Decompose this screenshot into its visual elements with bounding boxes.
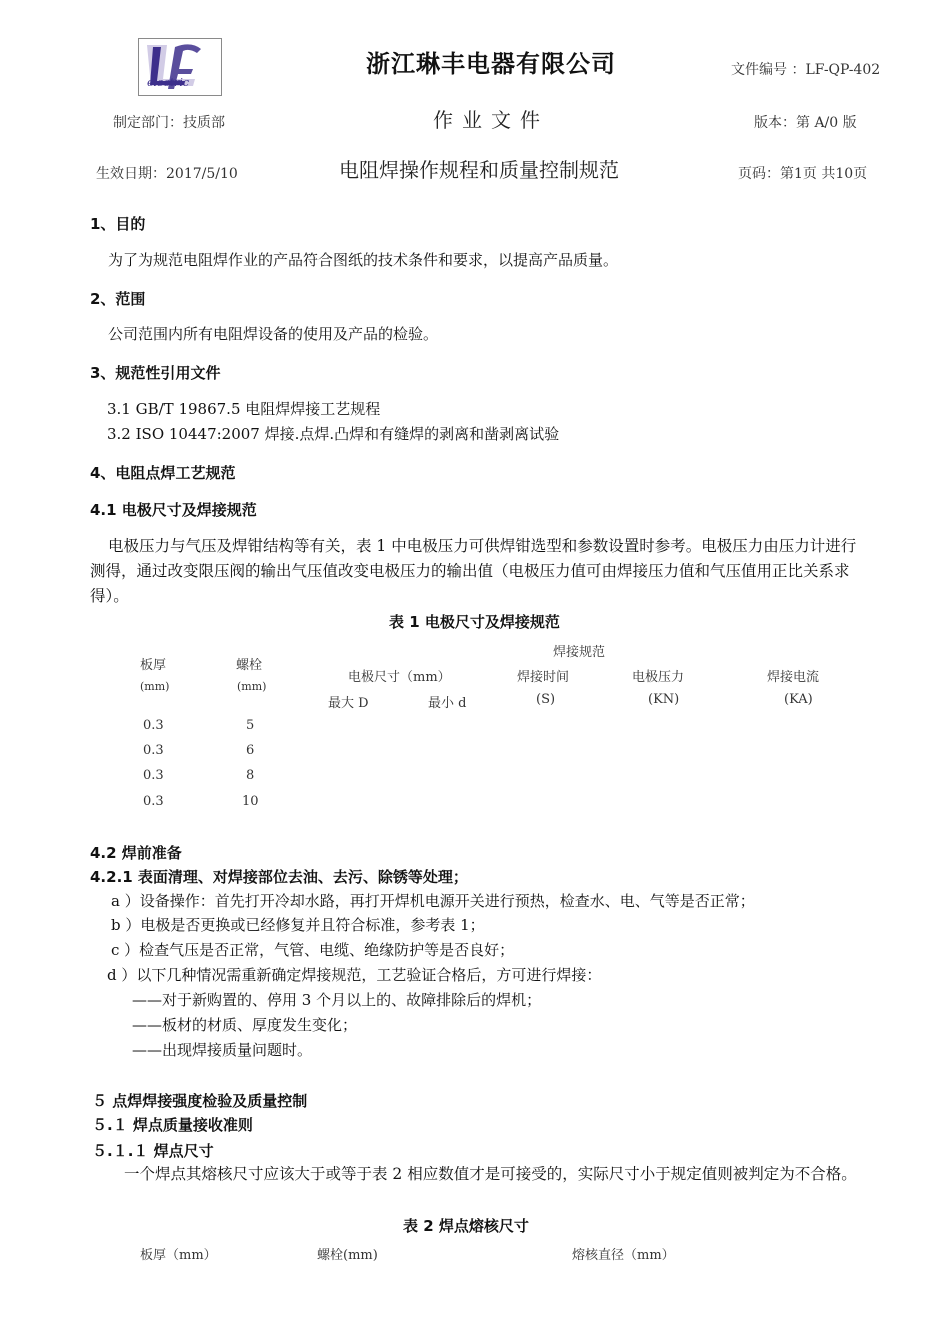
- table-2-caption: 表 2 焊点熔核尺寸: [403, 1217, 529, 1235]
- section-3-heading: 3、规范性引用文件: [90, 364, 221, 382]
- section-1-text: 为了为规范电阻焊作业的产品符合图纸的技术条件和要求，以提高产品质量。: [108, 251, 619, 269]
- table-1-header-thickness: 板厚: [140, 658, 167, 673]
- section-4-heading: 4、电阻点焊工艺规范: [90, 464, 236, 482]
- item-d-sub-3: ——出现焊接质量问题时。: [132, 1041, 313, 1059]
- document-number: 文件编号 ：LF-QP-402: [731, 62, 881, 78]
- section-2-text: 公司范围内所有电阻焊设备的使用及产品的检验。: [108, 325, 439, 343]
- item-d: d ）以下几种情况需重新确定焊接规范，工艺验证合格后，方可进行焊接：: [107, 966, 602, 984]
- table-1-header-force: 电极压力: [632, 670, 685, 685]
- section-2-heading: 2、范围: [90, 290, 146, 308]
- document-type: 作业文件: [433, 108, 549, 132]
- table-1-caption: 表 1 电极尺寸及焊接规范: [389, 613, 560, 631]
- section-4-2-heading: 4.2 焊前准备: [90, 844, 182, 862]
- table-1-header-dmax: 最大 D: [328, 696, 369, 711]
- table-1-header-force-unit: (KN): [648, 692, 680, 707]
- section-5-1-heading: ５.１ 焊点质量接收准则: [92, 1116, 253, 1134]
- table-1-header-bolt: 螺栓: [236, 658, 263, 673]
- table-1-header-current-unit: (KA): [784, 692, 813, 707]
- table-1-header-current: 焊接电流: [767, 670, 820, 685]
- table-1-header-dmin: 最小 d: [428, 696, 467, 711]
- logo-subtext: electric: [147, 76, 190, 89]
- table-2-header-bolt: 螺栓(mm): [317, 1248, 378, 1263]
- section-5-1-1-paragraph: 一个焊点其熔核尺寸应该大于或等于表 2 相应数值才是可接受的，实际尺寸小于规定值则被判定为不合格。: [124, 1165, 857, 1183]
- company-name: 浙江琳丰电器有限公司: [366, 50, 616, 78]
- table-1-header-time: 焊接时间: [517, 670, 570, 685]
- table-2-header-nugget-diameter: 熔核直径（mm）: [572, 1248, 675, 1263]
- section-5-heading: ５ 点焊焊接强度检验及质量控制: [92, 1092, 308, 1110]
- table-1-cell-bolt: 5: [246, 718, 255, 733]
- table-1-header-bolt-unit: (mm): [237, 680, 267, 693]
- section-4-1-heading: 4.1 电极尺寸及焊接规范: [90, 501, 257, 519]
- item-a: a ）设备操作：首先打开冷却水路，再打开焊机电源开关进行预热，检查水、电、气等是否正常；: [111, 892, 755, 910]
- table-1-cell-bolt: 8: [246, 768, 255, 783]
- section-4-1-paragraph: 电极压力与气压及焊钳结构等有关，表 1 中电极压力可供焊钳选型和参数设置时参考。电极压力由压力计进行测得，通过改变限压阀的输出气压值改变电极压力的输出值（电极压力值可由焊接压力值和气压值用正比关系求得）。: [90, 537, 857, 605]
- section-5-1-1-heading: ５.１.１ 焊点尺寸: [92, 1142, 214, 1160]
- table-1-header-time-unit: (S): [536, 692, 556, 707]
- page-number: 页码：第1页 共10页: [738, 166, 868, 182]
- table-1-cell-thickness: 0.3: [143, 794, 164, 809]
- table-1-cell-bolt: 6: [246, 743, 255, 758]
- section-1-heading: 1、目的: [90, 215, 146, 233]
- table-2-header-thickness: 板厚（mm）: [140, 1248, 217, 1263]
- reference-1: 3.1 GB/T 19867.5 电阻焊焊接工艺规程: [107, 400, 381, 418]
- item-b: b ）电极是否更换或已经修复并且符合标准，参考表 1；: [111, 916, 485, 934]
- table-1-header-thickness-unit: (mm): [140, 680, 170, 693]
- table-1-cell-bolt: 10: [242, 794, 259, 809]
- item-d-sub-2: ——板材的材质、厚度发生变化；: [132, 1016, 358, 1034]
- table-1-header-electrode: 电极尺寸（mm）: [348, 670, 451, 685]
- version: 版本：第 A/0 版: [754, 115, 857, 131]
- table-1-cell-thickness: 0.3: [143, 718, 164, 733]
- document-title: 电阻焊操作规程和质量控制规范: [339, 158, 619, 182]
- table-1-cell-thickness: 0.3: [143, 743, 164, 758]
- table-1-header-group: 焊接规范: [553, 645, 606, 660]
- reference-2: 3.2 ISO 10447:2007 焊接.点焊.凸焊和有缝焊的剥离和凿剥离试验: [107, 425, 560, 443]
- item-d-sub-1: ——对于新购置的、停用 3 个月以上的、故障排除后的焊机；: [132, 991, 542, 1009]
- company-logo: [138, 38, 222, 96]
- section-4-2-1-heading: 4.2.1 表面清理、对焊接部位去油、去污、除锈等处理；: [90, 868, 468, 886]
- table-1-cell-thickness: 0.3: [143, 768, 164, 783]
- item-c: c ）检查气压是否正常，气管、电缆、绝缘防护等是否良好；: [111, 941, 515, 959]
- effective-date: 生效日期：2017/5/10: [96, 166, 238, 182]
- department: 制定部门：技质部: [113, 115, 225, 131]
